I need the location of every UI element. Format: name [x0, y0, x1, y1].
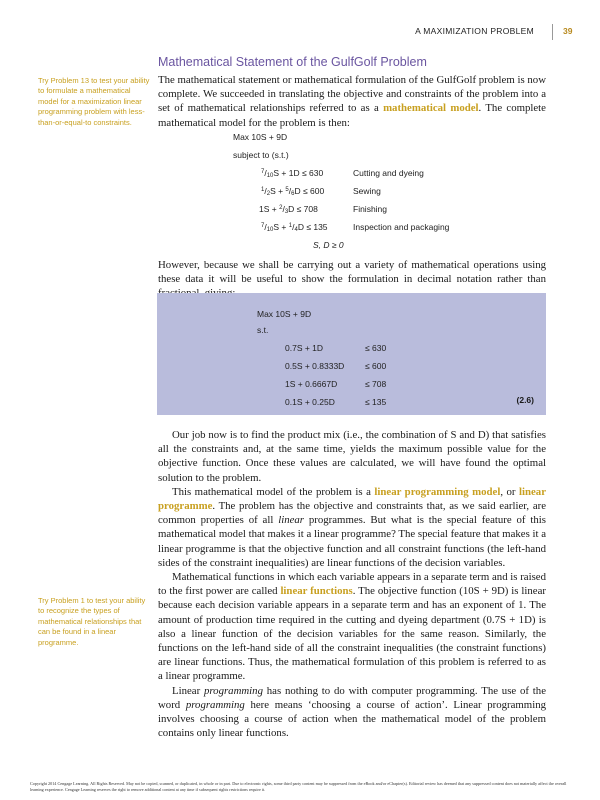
section-title: Mathematical Statement of the GulfGolf Problem [158, 55, 427, 69]
decimal-objective: Max 10S + 9D [257, 309, 312, 319]
text: . The problem has the objective and constraints that, as we said earlier, are common properties of all [158, 500, 546, 527]
frac-den: 10 [266, 173, 274, 179]
margin-note-problem-13: Try Problem 13 to test your ability to formulate a mathematical model for a maximization linear programming problem with less-than-or-equal-to constraints. [38, 76, 150, 127]
equation-number: (2.6) [516, 395, 534, 405]
text: . The complete mathematical model for the problem is then: [158, 102, 546, 129]
paragraph-programming-meaning [158, 684, 546, 741]
constraint-rhs: D ≤ 135 [297, 222, 328, 232]
paragraph-linear-functions [158, 570, 546, 684]
frac-num: 2 [279, 205, 283, 211]
chapter-title: A MAXIMIZATION PROBLEM [415, 26, 534, 36]
running-header [0, 26, 600, 42]
text: Mathematical functions in which each variable appears in a separate term and is raised to the first power are called [158, 571, 546, 598]
text: programmes. But what is the special feature of this mathematical model that makes it a linear programme? The special feature that makes it a linear programme is that the objective function and all constraint functions (the left-hand sides of the constraint inequalities) are linear functions of the decision variables. [158, 514, 546, 569]
text: Linear [172, 684, 204, 697]
subject-to-label: subject to (s.t.) [233, 150, 289, 160]
term-linear-programming-model: linear programming model [374, 485, 501, 498]
text: . The objective function (10S + 9D) is linear because each decision variable appears in a separate term and has an exponent of 1. The amount of production time required in the cutting and dyeing department (0.7S + 1D) is also a linear function of the decision variables for the same reason. Similarly, the functions on the left-hand side of all the constraint inequalities (the constraint functions) are linear functions. Thus, the mathematical formulation of this problem is referred to as a linear programme. [158, 585, 546, 683]
objective-function: Max 10S + 9D [233, 132, 288, 142]
frac-num: 7 [261, 223, 265, 229]
decimal-st-label: s.t. [257, 325, 269, 335]
paragraph-linear-programme [158, 485, 546, 570]
decimal-row-2-lhs: 0.5S + 0.8333D [285, 361, 345, 371]
italic-text: programming [185, 698, 245, 711]
decimal-row-2-rhs: ≤ 600 [365, 361, 387, 371]
text: here means ‘choosing a course of action’. Linear programming involves choosing a course of action when the mathematical model of the problem contains only linear functions. [158, 698, 546, 740]
frac-den: 10 [266, 227, 274, 233]
italic-text: linear [278, 514, 305, 527]
frac-den: 4 [294, 227, 298, 233]
text: However, because we shall be carrying out a variety of mathematical operations using these data it will be useful to show the formulation in decimal notation rather than [158, 259, 546, 286]
text: has nothing to do with computer programming. The use of the word [158, 684, 546, 711]
frac-den: 2 [266, 191, 271, 197]
decimal-row-3-rhs: ≤ 708 [365, 379, 387, 389]
decimal-row-4-lhs: 0.1S + 0.25D [285, 397, 335, 407]
frac-num: 7 [261, 169, 265, 175]
frac-den: 6 [291, 191, 295, 197]
decimal-row-1-rhs: ≤ 630 [365, 343, 387, 353]
frac-num: 1 [288, 223, 293, 229]
page-number: 39 [563, 26, 573, 36]
paragraph-product-mix: Our job now is to find the product mix (i.e., the combination of S and D) that satisfies all the constraints and, at the same time, yields the maximum possible value for the objective function. Once these values are calculated, we will have found the optimal solution to the problem. [158, 429, 546, 484]
term-linear-functions: linear functions [280, 585, 353, 598]
constraint-finishing: $1S + ^2/_3D \le 708$ [259, 204, 318, 215]
frac-num: 5 [285, 187, 289, 193]
decimal-model-box [157, 293, 546, 415]
copyright-footer: Copyright 2014 Cengage Learning. All Rights Reserved. May not be copied, scanned, or duplicated, in whole or in part. Due to electronic rights, some third party content may be suppressed from the eBook and/or eChapter(s). Editorial review has deemed that any suppressed content does not materially affect the overall learning experience. Cengage Learning reserves the right to remove additional content at any time if subsequent rights restrictions require it. [30, 781, 567, 792]
constraint-label-finishing: Finishing [353, 204, 388, 214]
constraint-label-inspection: Inspection and packaging [353, 222, 450, 232]
decimal-row-4-rhs: ≤ 135 [365, 397, 387, 407]
frac-den: 3 [284, 209, 289, 215]
constraint-inspection: $^7/_{10}S + ^1/_4D \le 135$ [261, 222, 328, 233]
constraint-label-cutting: Cutting and dyeing [353, 168, 424, 178]
italic-text: programming [203, 684, 263, 697]
constraint-cutting: $^7/_{10}S + 1D \le 630$ [261, 168, 324, 179]
decimal-row-3-lhs: 1S + 0.6667D [285, 379, 338, 389]
paragraph-intro [158, 73, 546, 130]
nonnegativity: S, D ≥ 0 [313, 240, 344, 250]
constraint-label-sewing: Sewing [353, 186, 381, 196]
text: , or [500, 485, 520, 498]
constraint-rhs: ≤ 600 [302, 186, 325, 196]
term-linear-programme: linear programme [158, 485, 547, 513]
decimal-row-1-lhs: 0.7S + 1D [285, 343, 324, 353]
fraction-model [233, 132, 553, 250]
term-mathematical-model: mathematical model [383, 102, 479, 115]
constraint-expr: S + 1D ≤ 630 [273, 168, 324, 178]
text: The mathematical statement or mathematical formulation of the GulfGolf problem is now complete. We succeeded in translating the objective and constraints of the problem into a set of mathematical relationships referred to as a [158, 74, 546, 115]
constraint-rhs: D ≤ 708 [288, 204, 318, 214]
constraint-sewing: $^1/_2S + ^5/_6D \le 600$ [261, 186, 325, 197]
text: This mathematical model of the problem is a [172, 485, 375, 498]
margin-note-problem-1: Try Problem 1 to test your ability to recognize the types of mathematical relationships that can be found in a linear programme. [38, 596, 146, 647]
paragraph-body [158, 428, 546, 740]
constraint-prefix: 1S + [259, 204, 280, 214]
frac-num: 1 [261, 187, 265, 193]
header-divider [552, 24, 553, 40]
